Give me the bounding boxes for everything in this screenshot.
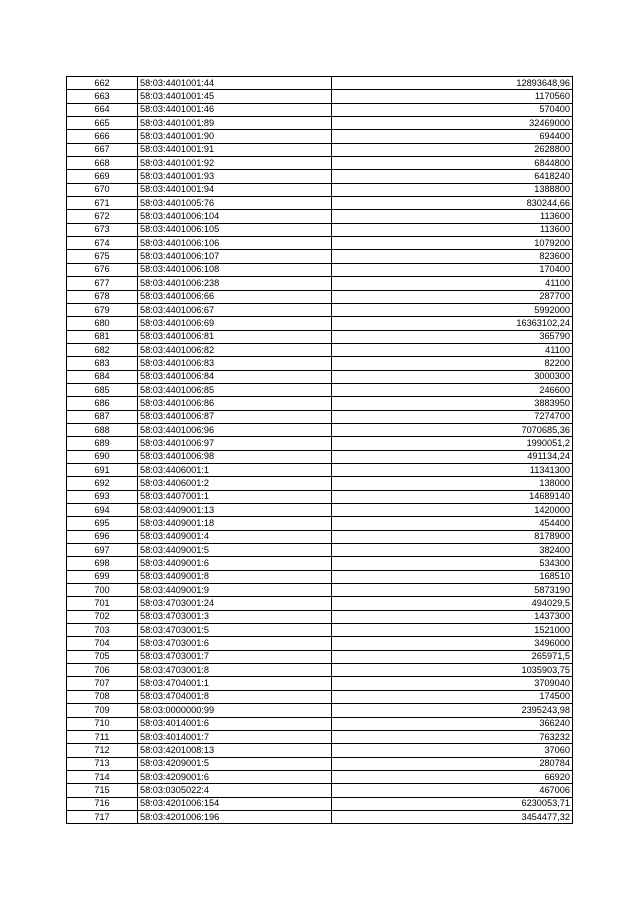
value-cell: 280784 <box>332 757 573 770</box>
row-number-cell: 715 <box>67 784 138 797</box>
cadastral-number-cell: 58:03:0305022:4 <box>138 784 332 797</box>
cadastral-number-cell: 58:03:4409001:8 <box>138 570 332 583</box>
value-cell: 365790 <box>332 330 573 343</box>
value-cell: 534300 <box>332 557 573 570</box>
cadastral-number-cell: 58:03:4201006:154 <box>138 797 332 810</box>
table-row <box>67 397 573 410</box>
table-row <box>67 263 573 276</box>
cadastral-number-cell: 58:03:4401006:105 <box>138 223 332 236</box>
cadastral-number-cell: 58:03:4703001:7 <box>138 650 332 663</box>
cadastral-number-cell: 58:03:4401006:82 <box>138 343 332 356</box>
value-cell: 3000300 <box>332 370 573 383</box>
row-number-cell: 690 <box>67 450 138 463</box>
cadastral-value-table <box>66 76 573 824</box>
cadastral-number-cell: 58:03:4401006:69 <box>138 317 332 330</box>
row-number-cell: 671 <box>67 197 138 210</box>
row-number-cell: 677 <box>67 277 138 290</box>
cadastral-number-cell: 58:03:4703001:6 <box>138 637 332 650</box>
cadastral-number-cell: 58:03:4201008:13 <box>138 744 332 757</box>
value-cell: 1990051,2 <box>332 437 573 450</box>
value-cell: 1437300 <box>332 610 573 623</box>
table-row <box>67 544 573 557</box>
cadastral-number-cell: 58:03:4014001:7 <box>138 730 332 743</box>
row-number-cell: 717 <box>67 810 138 823</box>
cadastral-number-cell: 58:03:4703001:5 <box>138 624 332 637</box>
row-number-cell: 704 <box>67 637 138 650</box>
table-row <box>67 664 573 677</box>
table-row <box>67 437 573 450</box>
value-cell: 37060 <box>332 744 573 757</box>
value-cell: 11341300 <box>332 463 573 476</box>
value-cell: 5992000 <box>332 303 573 316</box>
table-row <box>67 463 573 476</box>
cadastral-number-cell: 58:03:4401001:89 <box>138 117 332 130</box>
table-row <box>67 797 573 810</box>
row-number-cell: 674 <box>67 237 138 250</box>
row-number-cell: 675 <box>67 250 138 263</box>
cadastral-number-cell: 58:03:4401006:106 <box>138 237 332 250</box>
cadastral-number-cell: 58:03:4201006:196 <box>138 810 332 823</box>
value-cell: 174500 <box>332 690 573 703</box>
cadastral-number-cell: 58:03:4401006:108 <box>138 263 332 276</box>
cadastral-number-cell: 58:03:4409001:6 <box>138 557 332 570</box>
table-row <box>67 517 573 530</box>
cadastral-number-cell: 58:03:4401006:87 <box>138 410 332 423</box>
cadastral-number-cell: 58:03:4401005:76 <box>138 197 332 210</box>
value-cell: 170400 <box>332 263 573 276</box>
table-row <box>67 210 573 223</box>
table-row <box>67 250 573 263</box>
value-cell: 5873190 <box>332 584 573 597</box>
row-number-cell: 670 <box>67 183 138 196</box>
row-number-cell: 681 <box>67 330 138 343</box>
value-cell: 2628800 <box>332 143 573 156</box>
cadastral-number-cell: 58:03:4401006:107 <box>138 250 332 263</box>
cadastral-number-cell: 58:03:4401006:84 <box>138 370 332 383</box>
value-cell: 3496000 <box>332 637 573 650</box>
row-number-cell: 693 <box>67 490 138 503</box>
value-cell: 16363102,24 <box>332 317 573 330</box>
table-row <box>67 223 573 236</box>
table-row <box>67 530 573 543</box>
cadastral-number-cell: 58:03:4401001:90 <box>138 130 332 143</box>
table-row <box>67 490 573 503</box>
cadastral-number-cell: 58:03:4704001:1 <box>138 677 332 690</box>
row-number-cell: 712 <box>67 744 138 757</box>
cadastral-number-cell: 58:03:4401006:85 <box>138 383 332 396</box>
value-cell: 830244,66 <box>332 197 573 210</box>
cadastral-number-cell: 58:03:4401006:96 <box>138 423 332 436</box>
value-cell: 3883950 <box>332 397 573 410</box>
value-cell: 494029,5 <box>332 597 573 610</box>
value-cell: 1170560 <box>332 90 573 103</box>
table-row <box>67 343 573 356</box>
row-number-cell: 708 <box>67 690 138 703</box>
value-cell: 138000 <box>332 477 573 490</box>
value-cell: 3454477,32 <box>332 810 573 823</box>
table-row <box>67 584 573 597</box>
table-row <box>67 717 573 730</box>
row-number-cell: 716 <box>67 797 138 810</box>
table-row <box>67 143 573 156</box>
value-cell: 570400 <box>332 103 573 116</box>
cadastral-number-cell: 58:03:4704001:8 <box>138 690 332 703</box>
table-row <box>67 704 573 717</box>
cadastral-number-cell: 58:03:4703001:24 <box>138 597 332 610</box>
table-row <box>67 130 573 143</box>
cadastral-number-cell: 58:03:4401001:94 <box>138 183 332 196</box>
row-number-cell: 692 <box>67 477 138 490</box>
value-cell: 491134,24 <box>332 450 573 463</box>
table-row <box>67 744 573 757</box>
value-cell: 382400 <box>332 544 573 557</box>
cadastral-number-cell: 58:03:4409001:13 <box>138 504 332 517</box>
cadastral-number-cell: 58:03:4409001:9 <box>138 584 332 597</box>
table-row <box>67 757 573 770</box>
table-row <box>67 650 573 663</box>
table-row <box>67 690 573 703</box>
row-number-cell: 691 <box>67 463 138 476</box>
row-number-cell: 666 <box>67 130 138 143</box>
value-cell: 1521000 <box>332 624 573 637</box>
table-row <box>67 157 573 170</box>
value-cell: 1388800 <box>332 183 573 196</box>
row-number-cell: 703 <box>67 624 138 637</box>
row-number-cell: 714 <box>67 770 138 783</box>
row-number-cell: 678 <box>67 290 138 303</box>
value-cell: 3709040 <box>332 677 573 690</box>
table-row <box>67 784 573 797</box>
cadastral-number-cell: 58:03:4401001:46 <box>138 103 332 116</box>
table-row <box>67 504 573 517</box>
table-row <box>67 477 573 490</box>
value-cell: 763232 <box>332 730 573 743</box>
row-number-cell: 667 <box>67 143 138 156</box>
row-number-cell: 700 <box>67 584 138 597</box>
cadastral-number-cell: 58:03:4401006:83 <box>138 357 332 370</box>
row-number-cell: 688 <box>67 423 138 436</box>
value-cell: 12893648,96 <box>332 77 573 90</box>
row-number-cell: 694 <box>67 504 138 517</box>
cadastral-number-cell: 58:03:4703001:3 <box>138 610 332 623</box>
table-row <box>67 103 573 116</box>
table-row <box>67 570 573 583</box>
table-row <box>67 597 573 610</box>
row-number-cell: 709 <box>67 704 138 717</box>
cadastral-number-cell: 58:03:4406001:1 <box>138 463 332 476</box>
value-cell: 7070685,36 <box>332 423 573 436</box>
row-number-cell: 711 <box>67 730 138 743</box>
cadastral-number-cell: 58:03:4401006:98 <box>138 450 332 463</box>
value-cell: 694400 <box>332 130 573 143</box>
value-cell: 6418240 <box>332 170 573 183</box>
cadastral-number-cell: 58:03:4401001:93 <box>138 170 332 183</box>
value-cell: 454400 <box>332 517 573 530</box>
value-cell: 41100 <box>332 343 573 356</box>
table-row <box>67 303 573 316</box>
cadastral-number-cell: 58:03:4401006:81 <box>138 330 332 343</box>
row-number-cell: 679 <box>67 303 138 316</box>
row-number-cell: 668 <box>67 157 138 170</box>
cadastral-number-cell: 58:03:4401006:67 <box>138 303 332 316</box>
value-cell: 41100 <box>332 277 573 290</box>
cadastral-number-cell: 58:03:4401001:92 <box>138 157 332 170</box>
row-number-cell: 680 <box>67 317 138 330</box>
cadastral-number-cell: 58:03:4401006:104 <box>138 210 332 223</box>
cadastral-number-cell: 58:03:4401001:44 <box>138 77 332 90</box>
value-cell: 1079200 <box>332 237 573 250</box>
cadastral-number-cell: 58:03:4401001:45 <box>138 90 332 103</box>
row-number-cell: 687 <box>67 410 138 423</box>
value-cell: 168510 <box>332 570 573 583</box>
cadastral-number-cell: 58:03:4407001:1 <box>138 490 332 503</box>
cadastral-number-cell: 58:03:4401001:91 <box>138 143 332 156</box>
cadastral-number-cell: 58:03:0000000:99 <box>138 704 332 717</box>
value-cell: 8178900 <box>332 530 573 543</box>
cadastral-number-cell: 58:03:4401006:238 <box>138 277 332 290</box>
row-number-cell: 707 <box>67 677 138 690</box>
table-row <box>67 810 573 823</box>
row-number-cell: 699 <box>67 570 138 583</box>
table-row <box>67 237 573 250</box>
cadastral-number-cell: 58:03:4401006:86 <box>138 397 332 410</box>
row-number-cell: 686 <box>67 397 138 410</box>
row-number-cell: 710 <box>67 717 138 730</box>
cadastral-number-cell: 58:03:4401006:97 <box>138 437 332 450</box>
value-cell: 467006 <box>332 784 573 797</box>
row-number-cell: 663 <box>67 90 138 103</box>
row-number-cell: 664 <box>67 103 138 116</box>
table-row <box>67 677 573 690</box>
row-number-cell: 689 <box>67 437 138 450</box>
table-row <box>67 317 573 330</box>
row-number-cell: 662 <box>67 77 138 90</box>
table-row <box>67 117 573 130</box>
table-row <box>67 557 573 570</box>
value-cell: 6844800 <box>332 157 573 170</box>
value-cell: 82200 <box>332 357 573 370</box>
table-row <box>67 624 573 637</box>
value-cell: 32469000 <box>332 117 573 130</box>
table-row <box>67 277 573 290</box>
table-row <box>67 90 573 103</box>
table-row <box>67 410 573 423</box>
value-cell: 1420000 <box>332 504 573 517</box>
value-cell: 366240 <box>332 717 573 730</box>
cadastral-number-cell: 58:03:4409001:18 <box>138 517 332 530</box>
row-number-cell: 669 <box>67 170 138 183</box>
cadastral-number-cell: 58:03:4014001:6 <box>138 717 332 730</box>
cadastral-number-cell: 58:03:4409001:4 <box>138 530 332 543</box>
table-row <box>67 423 573 436</box>
table-row <box>67 370 573 383</box>
value-cell: 1035903,75 <box>332 664 573 677</box>
row-number-cell: 706 <box>67 664 138 677</box>
value-cell: 823600 <box>332 250 573 263</box>
row-number-cell: 673 <box>67 223 138 236</box>
table-row <box>67 197 573 210</box>
row-number-cell: 696 <box>67 530 138 543</box>
table-row <box>67 77 573 90</box>
cadastral-number-cell: 58:03:4209001:5 <box>138 757 332 770</box>
cadastral-number-cell: 58:03:4209001:6 <box>138 770 332 783</box>
row-number-cell: 665 <box>67 117 138 130</box>
cadastral-number-cell: 58:03:4401006:66 <box>138 290 332 303</box>
row-number-cell: 684 <box>67 370 138 383</box>
value-cell: 6230053,71 <box>332 797 573 810</box>
row-number-cell: 695 <box>67 517 138 530</box>
row-number-cell: 683 <box>67 357 138 370</box>
table-row <box>67 770 573 783</box>
row-number-cell: 701 <box>67 597 138 610</box>
table-row <box>67 290 573 303</box>
table-row <box>67 330 573 343</box>
value-cell: 246600 <box>332 383 573 396</box>
value-cell: 113600 <box>332 210 573 223</box>
table-body <box>67 77 573 824</box>
row-number-cell: 682 <box>67 343 138 356</box>
table-row <box>67 357 573 370</box>
row-number-cell: 698 <box>67 557 138 570</box>
table-row <box>67 383 573 396</box>
value-cell: 7274700 <box>332 410 573 423</box>
value-cell: 287700 <box>332 290 573 303</box>
value-cell: 66920 <box>332 770 573 783</box>
cadastral-number-cell: 58:03:4703001:8 <box>138 664 332 677</box>
table-row <box>67 637 573 650</box>
table-row <box>67 610 573 623</box>
row-number-cell: 702 <box>67 610 138 623</box>
row-number-cell: 713 <box>67 757 138 770</box>
row-number-cell: 672 <box>67 210 138 223</box>
row-number-cell: 697 <box>67 544 138 557</box>
cadastral-number-cell: 58:03:4409001:5 <box>138 544 332 557</box>
value-cell: 2395243,98 <box>332 704 573 717</box>
table-row <box>67 170 573 183</box>
table-row <box>67 730 573 743</box>
value-cell: 113600 <box>332 223 573 236</box>
row-number-cell: 705 <box>67 650 138 663</box>
cadastral-number-cell: 58:03:4406001:2 <box>138 477 332 490</box>
row-number-cell: 676 <box>67 263 138 276</box>
value-cell: 14689140 <box>332 490 573 503</box>
row-number-cell: 685 <box>67 383 138 396</box>
value-cell: 265971,5 <box>332 650 573 663</box>
table-row <box>67 450 573 463</box>
table-row <box>67 183 573 196</box>
